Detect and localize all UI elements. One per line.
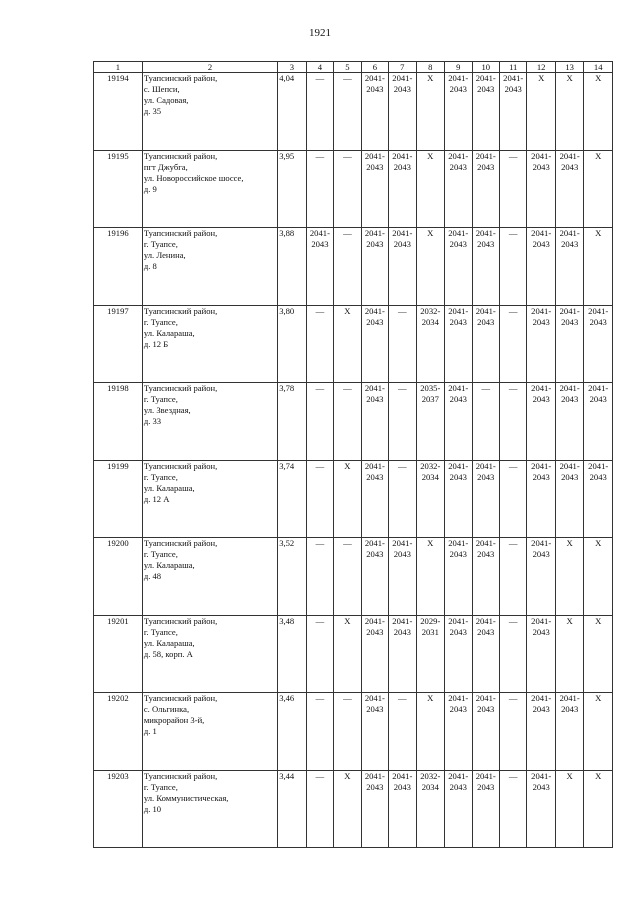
period-cell: — — [334, 73, 361, 151]
period-cell: 2041- 2043 — [527, 615, 555, 693]
period-cell: — — [389, 383, 416, 461]
address-line: г. Туапсе, — [143, 549, 178, 559]
column-header: 14 — [584, 62, 613, 73]
column-header: 4 — [306, 62, 333, 73]
address-line: Туапсинский район, — [143, 383, 218, 393]
period-cell: 2041- 2043 — [361, 693, 388, 771]
period-cell: — — [499, 693, 526, 771]
address-line: ул. Калараша, — [143, 637, 195, 648]
address-line: д. 12 Б — [143, 338, 169, 349]
address-line: Туапсинский район, — [143, 228, 218, 238]
period-cell: Х — [584, 615, 613, 693]
row-number: 19199 — [94, 460, 143, 538]
address-line: г. Туапсе, — [143, 239, 178, 249]
table-row — [94, 693, 613, 771]
address-line: ул. Коммунистическая, — [143, 792, 229, 803]
period-cell: — — [499, 538, 526, 616]
table-row — [94, 615, 613, 693]
period-cell: — — [306, 305, 333, 383]
address-cell — [142, 770, 277, 848]
table-row — [94, 383, 613, 461]
value-cell: 3,48 — [278, 615, 306, 693]
period-cell: — — [389, 305, 416, 383]
period-cell: — — [306, 383, 333, 461]
address-cell — [142, 693, 277, 771]
period-cell: — — [306, 615, 333, 693]
period-cell: 2041- 2043 — [361, 538, 388, 616]
address-cell — [142, 460, 277, 538]
period-cell: — — [499, 150, 526, 228]
period-cell: Х — [584, 538, 613, 616]
period-cell: — — [334, 383, 361, 461]
address-line: д. 8 — [143, 261, 157, 271]
period-cell: — — [499, 383, 526, 461]
address-line: д. 9 — [143, 183, 157, 194]
column-header: 6 — [361, 62, 388, 73]
table-row — [94, 460, 613, 538]
period-cell: — — [499, 305, 526, 383]
row-number: 19203 — [94, 770, 143, 848]
row-number: 19197 — [94, 305, 143, 383]
column-header: 1 — [94, 62, 143, 73]
period-cell: 2041- 2043 — [389, 73, 416, 151]
period-cell: — — [306, 693, 333, 771]
period-cell: 2041- 2043 — [445, 615, 472, 693]
address-line: Туапсинский район, — [143, 770, 218, 781]
address-cell — [142, 150, 277, 228]
period-cell: 2041- 2043 — [555, 693, 583, 771]
period-cell: Х — [416, 538, 444, 616]
address-line: д. 58, корп. А — [143, 648, 193, 659]
period-cell: — — [334, 228, 361, 306]
address-line: с. Шепси, — [143, 84, 180, 94]
period-cell: 2041- 2043 — [389, 150, 416, 228]
period-cell: 2041- 2043 — [527, 693, 555, 771]
period-cell: Х — [584, 228, 613, 306]
period-cell: 2041- 2043 — [472, 73, 499, 151]
table-row — [94, 305, 613, 383]
period-cell: Х — [334, 460, 361, 538]
period-cell: — — [334, 693, 361, 771]
period-cell: 2041- 2043 — [527, 538, 555, 616]
period-cell: Х — [584, 693, 613, 771]
register-table — [93, 61, 613, 848]
period-cell: Х — [584, 770, 613, 848]
period-cell: 2041- 2043 — [527, 228, 555, 306]
column-header: 10 — [472, 62, 499, 73]
address-line: Туапсинский район, — [143, 73, 218, 83]
table-row — [94, 73, 613, 151]
period-cell: 2041- 2043 — [445, 770, 472, 848]
period-cell: — — [334, 150, 361, 228]
address-line: ул. Калараша, — [143, 482, 195, 493]
period-cell: 2041- 2043 — [445, 228, 472, 306]
period-cell: — — [306, 73, 333, 151]
period-cell: 2041- 2043 — [389, 228, 416, 306]
period-cell: 2041- 2043 — [389, 538, 416, 616]
period-cell: 2041- 2043 — [555, 228, 583, 306]
period-cell: — — [472, 383, 499, 461]
address-line: ул. Звездная, — [143, 405, 191, 415]
column-header: 13 — [555, 62, 583, 73]
period-cell: 2041- 2043 — [472, 693, 499, 771]
period-cell: 2041- 2043 — [472, 770, 499, 848]
address-line: микрорайон 3-й, — [143, 715, 205, 725]
period-cell: 2032- 2034 — [416, 305, 444, 383]
address-line: Туапсинский район, — [143, 538, 218, 548]
period-cell: 2041- 2043 — [584, 383, 613, 461]
value-cell: 3,95 — [278, 150, 306, 228]
address-line: г. Туапсе, — [143, 781, 178, 792]
period-cell: 2041- 2043 — [445, 150, 472, 228]
address-cell — [142, 538, 277, 616]
value-cell: 3,88 — [278, 228, 306, 306]
period-cell: Х — [555, 615, 583, 693]
period-cell: 2041- 2043 — [555, 460, 583, 538]
period-cell: 2041- 2043 — [499, 73, 526, 151]
table-row — [94, 150, 613, 228]
period-cell: 2041- 2043 — [445, 538, 472, 616]
period-cell: 2041- 2043 — [472, 460, 499, 538]
address-line: г. Туапсе, — [143, 394, 178, 404]
address-line: д. 1 — [143, 726, 157, 736]
period-cell: — — [499, 460, 526, 538]
address-line: с. Ольгинка, — [143, 704, 190, 714]
address-cell — [142, 305, 277, 383]
period-cell: 2041- 2043 — [445, 693, 472, 771]
period-cell: Х — [416, 150, 444, 228]
period-cell: 2035- 2037 — [416, 383, 444, 461]
value-cell: 4,04 — [278, 73, 306, 151]
period-cell: 2029- 2031 — [416, 615, 444, 693]
address-line: г. Туапсе, — [143, 626, 178, 637]
address-line: ул. Новороссийское шоссе, — [143, 172, 244, 183]
address-line: д. 12 А — [143, 493, 170, 504]
value-cell: 3,46 — [278, 693, 306, 771]
column-header: 7 — [389, 62, 416, 73]
period-cell: — — [499, 770, 526, 848]
value-cell: 3,78 — [278, 383, 306, 461]
period-cell: 2041- 2043 — [555, 383, 583, 461]
period-cell: 2041- 2043 — [527, 305, 555, 383]
period-cell: — — [389, 460, 416, 538]
period-cell: 2041- 2043 — [389, 770, 416, 848]
period-cell: — — [306, 460, 333, 538]
period-cell: Х — [584, 150, 613, 228]
column-header: 3 — [278, 62, 306, 73]
value-cell: 3,52 — [278, 538, 306, 616]
period-cell: Х — [584, 73, 613, 151]
address-cell — [142, 383, 277, 461]
period-cell: — — [306, 770, 333, 848]
column-header: 5 — [334, 62, 361, 73]
column-header: 11 — [499, 62, 526, 73]
address-line: пгт Джубга, — [143, 161, 188, 172]
column-header: 12 — [527, 62, 555, 73]
period-cell: 2041- 2043 — [361, 73, 388, 151]
table-row — [94, 538, 613, 616]
period-cell: 2041- 2043 — [361, 228, 388, 306]
period-cell: Х — [555, 538, 583, 616]
column-header: 9 — [445, 62, 472, 73]
address-line: д. 48 — [143, 571, 162, 581]
column-header: 2 — [142, 62, 277, 73]
period-cell: 2041- 2043 — [361, 460, 388, 538]
period-cell: 2041- 2043 — [472, 228, 499, 306]
address-cell — [142, 228, 277, 306]
address-line: г. Туапсе, — [143, 316, 178, 327]
value-cell: 3,44 — [278, 770, 306, 848]
address-cell — [142, 73, 277, 151]
address-line: Туапсинский район, — [143, 305, 218, 316]
period-cell: Х — [527, 73, 555, 151]
period-cell: 2041- 2043 — [555, 150, 583, 228]
table-body — [94, 73, 613, 848]
period-cell: — — [334, 538, 361, 616]
period-cell: Х — [416, 228, 444, 306]
row-number: 19198 — [94, 383, 143, 461]
period-cell: 2041- 2043 — [361, 770, 388, 848]
period-cell: Х — [416, 73, 444, 151]
period-cell: Х — [334, 305, 361, 383]
period-cell: 2041- 2043 — [361, 383, 388, 461]
period-cell: — — [389, 693, 416, 771]
value-cell: 3,74 — [278, 460, 306, 538]
period-cell: Х — [334, 770, 361, 848]
period-cell: — — [306, 538, 333, 616]
period-cell: — — [499, 228, 526, 306]
address-line: Туапсинский район, — [143, 460, 218, 471]
period-cell: 2041- 2043 — [361, 615, 388, 693]
period-cell: 2041- 2043 — [472, 150, 499, 228]
address-line: ул. Ленина, — [143, 250, 186, 260]
period-cell: — — [499, 615, 526, 693]
period-cell: 2041- 2043 — [445, 383, 472, 461]
period-cell: 2041- 2043 — [445, 73, 472, 151]
period-cell: 2041- 2043 — [472, 305, 499, 383]
column-header: 8 — [416, 62, 444, 73]
period-cell: 2032- 2034 — [416, 460, 444, 538]
address-line: Туапсинский район, — [143, 615, 218, 626]
row-number: 19194 — [94, 73, 143, 151]
period-cell: — — [306, 150, 333, 228]
address-line: д. 10 — [143, 803, 162, 814]
period-cell: 2041- 2043 — [584, 305, 613, 383]
period-cell: 2041- 2043 — [527, 150, 555, 228]
address-line: ул. Калараша, — [143, 560, 195, 570]
row-number: 19195 — [94, 150, 143, 228]
period-cell: 2041- 2043 — [472, 615, 499, 693]
period-cell: 2041- 2043 — [472, 538, 499, 616]
address-line: ул. Калараша, — [143, 327, 195, 338]
period-cell: 2041- 2043 — [584, 460, 613, 538]
address-line: д. 35 — [143, 106, 162, 116]
period-cell: 2041- 2043 — [527, 383, 555, 461]
row-number: 19202 — [94, 693, 143, 771]
period-cell: Х — [555, 73, 583, 151]
period-cell: 2041- 2043 — [445, 305, 472, 383]
period-cell: 2041- 2043 — [555, 305, 583, 383]
period-cell: Х — [416, 693, 444, 771]
period-cell: 2041- 2043 — [527, 770, 555, 848]
period-cell: 2041- 2043 — [527, 460, 555, 538]
period-cell: 2041- 2043 — [445, 460, 472, 538]
address-line: Туапсинский район, — [143, 150, 218, 161]
table-header — [94, 62, 613, 73]
period-cell: 2041- 2043 — [361, 305, 388, 383]
row-number: 19201 — [94, 615, 143, 693]
period-cell: Х — [334, 615, 361, 693]
address-line: Туапсинский район, — [143, 693, 218, 703]
period-cell: 2032- 2034 — [416, 770, 444, 848]
address-cell — [142, 615, 277, 693]
table-row — [94, 770, 613, 848]
row-number: 19196 — [94, 228, 143, 306]
value-cell: 3,80 — [278, 305, 306, 383]
period-cell: 2041- 2043 — [361, 150, 388, 228]
row-number: 19200 — [94, 538, 143, 616]
table-row — [94, 228, 613, 306]
address-line: д. 33 — [143, 416, 162, 426]
period-cell: 2041- 2043 — [389, 615, 416, 693]
address-line: г. Туапсе, — [143, 471, 178, 482]
address-line: ул. Садовая, — [143, 95, 189, 105]
period-cell: 2041- 2043 — [306, 228, 333, 306]
period-cell: Х — [555, 770, 583, 848]
page-number: 1921 — [309, 27, 331, 39]
